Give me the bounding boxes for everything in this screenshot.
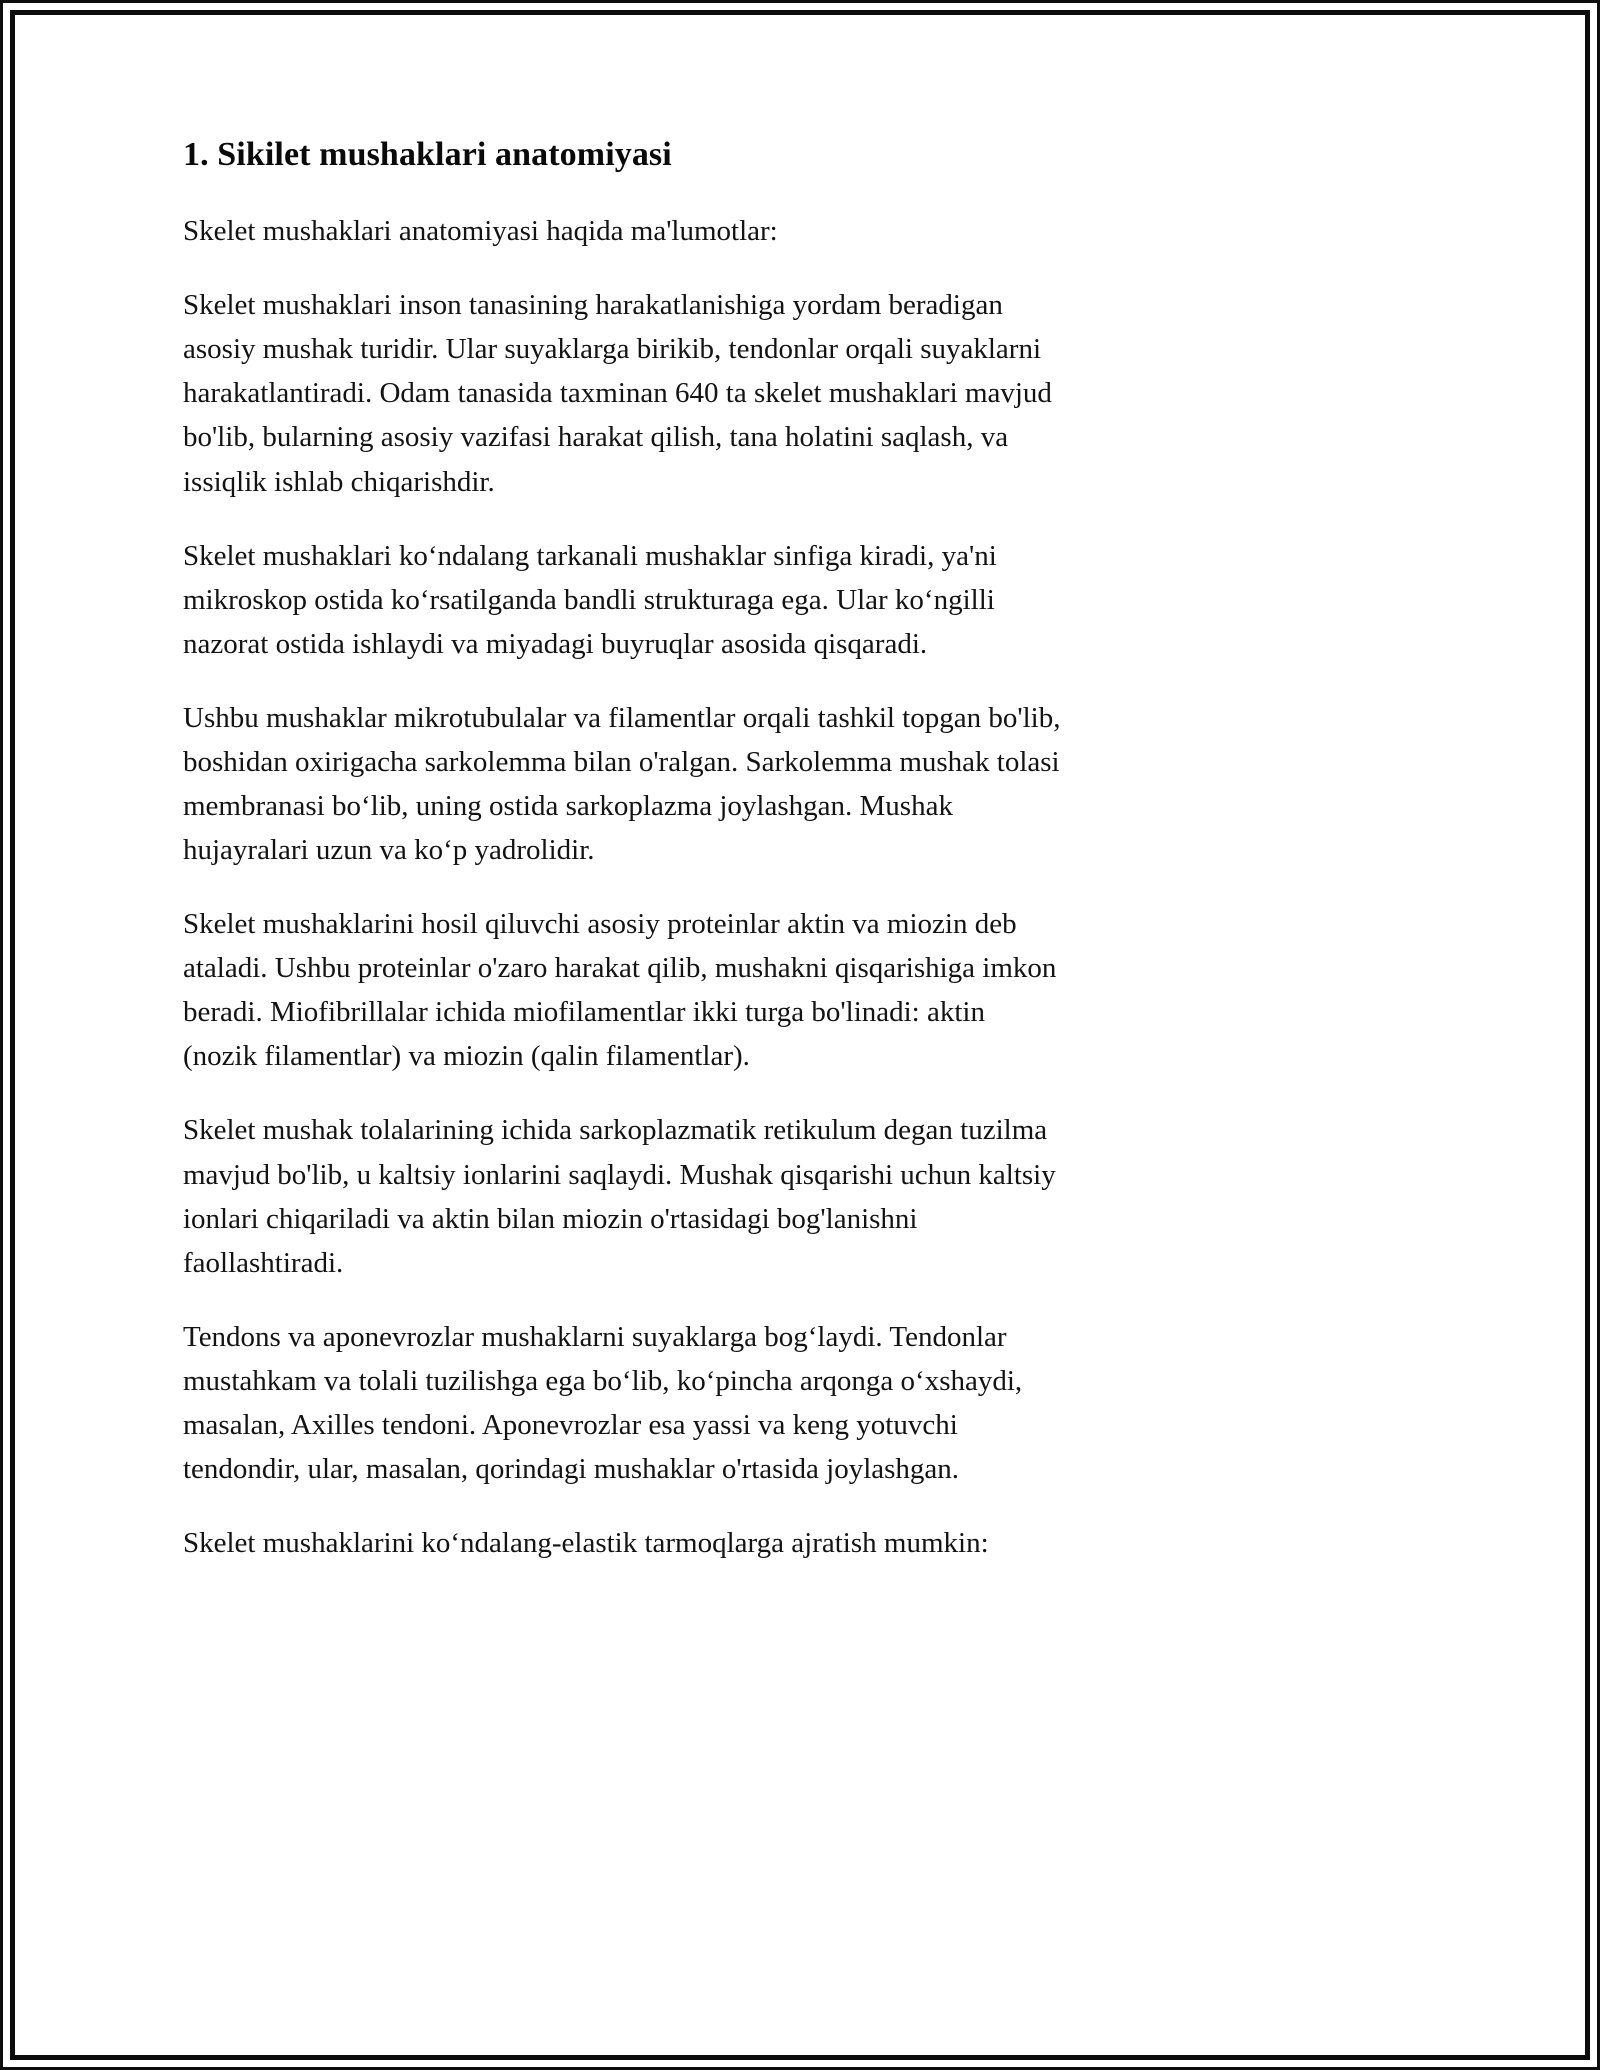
paragraph-classification-lead-in: Skelet mushaklarini koʻndalang-elastik tarmoqlarga ajratish mumkin:	[183, 1527, 989, 1560]
paragraph-sarcoplasmic-reticulum: Skelet mushak tolalarining ichida sarkoplazmatik retikulum degan tuzilma mavjud bo'lib, u kaltsiy ionlarini saqlaydi. Mushak qisqarishi uchun kaltsiy ionlari chiqariladi va aktin bilan miozin o'rtasidagi bog'lanishni faollashtiradi.	[183, 1114, 1056, 1279]
document-body	[183, 135, 1063, 1565]
paragraph-intro: Skelet mushaklari anatomiyasi haqida ma'lumotlar:	[183, 215, 778, 248]
paragraph-actin-myosin: Skelet mushaklarini hosil qiluvchi asosiy proteinlar aktin va miozin deb ataladi. Ushbu proteinlar o'zaro harakat qilib, mushakni qisqarishiga imkon beradi. Miofibrillalar ichida miofilamentlar ikki turga bo'linadi: aktin (nozik filamentlar) va miozin (qalin filamentlar).	[183, 908, 1057, 1073]
paragraph-sarcolemma: Ushbu mushaklar mikrotubulalar va filamentlar orqali tashkil topgan bo'lib, boshidan oxirigacha sarkolemma bilan o'ralgan. Sarkolemma mushak tolasi membranasi boʻlib, uning ostida sarkoplazma joylashgan. Mushak hujayralari uzun va koʻp yadrolidir.	[183, 701, 1061, 867]
page-inner-border	[10, 10, 1590, 2060]
paragraph-overview: Skelet mushaklari inson tanasining harakatlanishiga yordam beradigan asosiy mushak turidir. Ular suyaklarga birikib, tendonlar orqali suyaklarni harakatlantiradi. Odam tanasida taxminan 640 ta skelet mushaklari mavjud bo'lib, bularning asosiy vazifasi harakat qilish, tana holatini saqlash, va issiqlik ishlab chiqarishdir.	[183, 289, 1052, 498]
paragraph-striated-class: Skelet mushaklari koʻndalang tarkanali mushaklar sinfiga kiradi, ya'ni mikroskop ostida koʻrsatilganda bandli strukturaga ega. Ular koʻngilli nazorat ostida ishlaydi va miyadagi buyruqlar asosida qisqaradi.	[183, 539, 997, 660]
paragraph-tendons-aponeuroses: Tendons va aponevrozlar mushaklarni suyaklarga bogʻlaydi. Tendonlar mustahkam va tolali tuzilishga ega boʻlib, koʻpincha arqonga oʻxshaydi, masalan, Axilles tendoni. Aponevrozlar esa yassi va keng yotuvchi tendondir, ular, masalan, qorindagi mushaklar o'rtasida joylashgan.	[183, 1320, 1023, 1485]
page-title: 1. Sikilet mushaklari anatomiyasi	[183, 136, 672, 173]
document-page	[15, 15, 1585, 2055]
